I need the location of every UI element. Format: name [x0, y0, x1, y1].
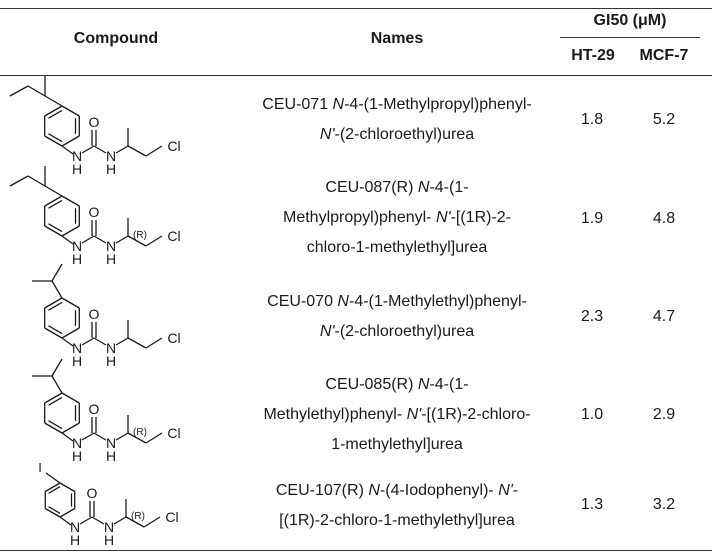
- structure-ceu-107r: [0, 460, 232, 548]
- compound-name: [232, 370, 562, 460]
- nitrogen-label: N: [71, 435, 83, 451]
- ht29-value: 1.3: [580, 496, 604, 513]
- structure-ceu-070: [0, 275, 232, 369]
- stereo-label: (R): [133, 427, 147, 438]
- hydrogen-label: H: [105, 353, 117, 369]
- nitrogen-label: N: [105, 340, 117, 356]
- hydrogen-label: H: [105, 161, 117, 177]
- nitrogen-label: N: [69, 519, 81, 535]
- nitrogen-label: N: [103, 519, 115, 535]
- hydrogen-label: H: [103, 532, 115, 548]
- compound-name: [232, 287, 562, 347]
- mcf7-value: 3.2: [652, 496, 676, 513]
- oxygen-label: O: [88, 306, 100, 322]
- oxygen-label: O: [86, 485, 98, 501]
- chlorine-label: Cl: [167, 228, 181, 244]
- ht29-value: 1.8: [580, 111, 604, 128]
- chlorine-label: Cl: [167, 138, 181, 154]
- mcf7-value: 4.8: [652, 210, 676, 227]
- nitrogen-label: N: [71, 238, 83, 254]
- header-gi50: GI50 (μM): [593, 12, 667, 29]
- name-line: CEU-070 N-4-(1-Methylethyl)phenyl-: [267, 293, 527, 310]
- hydrogen-label: H: [71, 161, 83, 177]
- name-line: CEU-071 N-4-(1-Methylpropyl)phenyl-: [262, 96, 532, 113]
- structure-ceu-087r: [0, 170, 232, 270]
- name-line: CEU-107(R) N-(4-Iodophenyl)- N'-: [275, 482, 519, 499]
- nitrogen-label: N: [105, 435, 117, 451]
- hydrogen-label: H: [71, 353, 83, 369]
- mcf7-value: 4.7: [652, 308, 676, 325]
- chlorine-label: Cl: [167, 425, 181, 441]
- nitrogen-label: N: [71, 148, 83, 164]
- name-line: Methylpropyl)phenyl- N'-[(1R)-2-: [283, 209, 511, 226]
- table-bottom-rule: [0, 550, 712, 551]
- ht29-value: 2.3: [580, 308, 604, 325]
- nitrogen-label: N: [105, 238, 117, 254]
- mcf7-value: 2.9: [652, 406, 676, 423]
- compound-name: [232, 90, 562, 150]
- header-bottom-rule: [0, 75, 712, 76]
- chlorine-label: Cl: [167, 330, 181, 346]
- oxygen-label: O: [88, 204, 100, 220]
- name-line: CEU-085(R) N-4-(1-: [325, 376, 469, 393]
- name-line: [(1R)-2-chloro-1-methylethyl]urea: [279, 512, 515, 529]
- structure-ceu-071: [0, 80, 232, 177]
- header-names: Names: [370, 30, 424, 47]
- oxygen-label: O: [88, 401, 100, 417]
- header-compound: Compound: [73, 30, 159, 47]
- table-top-rule: [0, 8, 712, 9]
- name-line: CEU-087(R) N-4-(1-: [325, 179, 469, 196]
- oxygen-label: O: [88, 114, 100, 130]
- name-line: 1-methylethyl]urea: [331, 436, 463, 453]
- chlorine-label: Cl: [165, 509, 179, 525]
- compound-name: [232, 476, 562, 536]
- hydrogen-label: H: [105, 448, 117, 464]
- header-mcf7: MCF-7: [639, 47, 689, 64]
- name-line: chloro-1-methylethyl]urea: [306, 239, 488, 256]
- stereo-label: (R): [133, 230, 147, 241]
- structure-ceu-085r: [0, 370, 232, 465]
- name-line: Methylethyl)phenyl- N'-[(1R)-2-chloro-: [263, 406, 531, 423]
- hydrogen-label: H: [69, 532, 81, 548]
- stereo-label: (R): [131, 511, 145, 522]
- hydrogen-label: H: [71, 448, 83, 464]
- iodine-label: I: [38, 460, 42, 475]
- molecule: [10, 76, 162, 156]
- gi50-underline: [560, 37, 700, 38]
- hydrogen-label: H: [71, 251, 83, 267]
- ht29-value: 1.9: [580, 210, 604, 227]
- name-line: N'-(2-chloroethyl)urea: [319, 323, 475, 340]
- name-line: N'-(2-chloroethyl)urea: [319, 126, 475, 143]
- compound-name: [232, 173, 562, 263]
- mcf7-value: 5.2: [652, 111, 676, 128]
- header-ht29: HT-29: [571, 47, 615, 64]
- nitrogen-label: N: [105, 148, 117, 164]
- ht29-value: 1.0: [580, 406, 604, 423]
- nitrogen-label: N: [71, 340, 83, 356]
- hydrogen-label: H: [105, 251, 117, 267]
